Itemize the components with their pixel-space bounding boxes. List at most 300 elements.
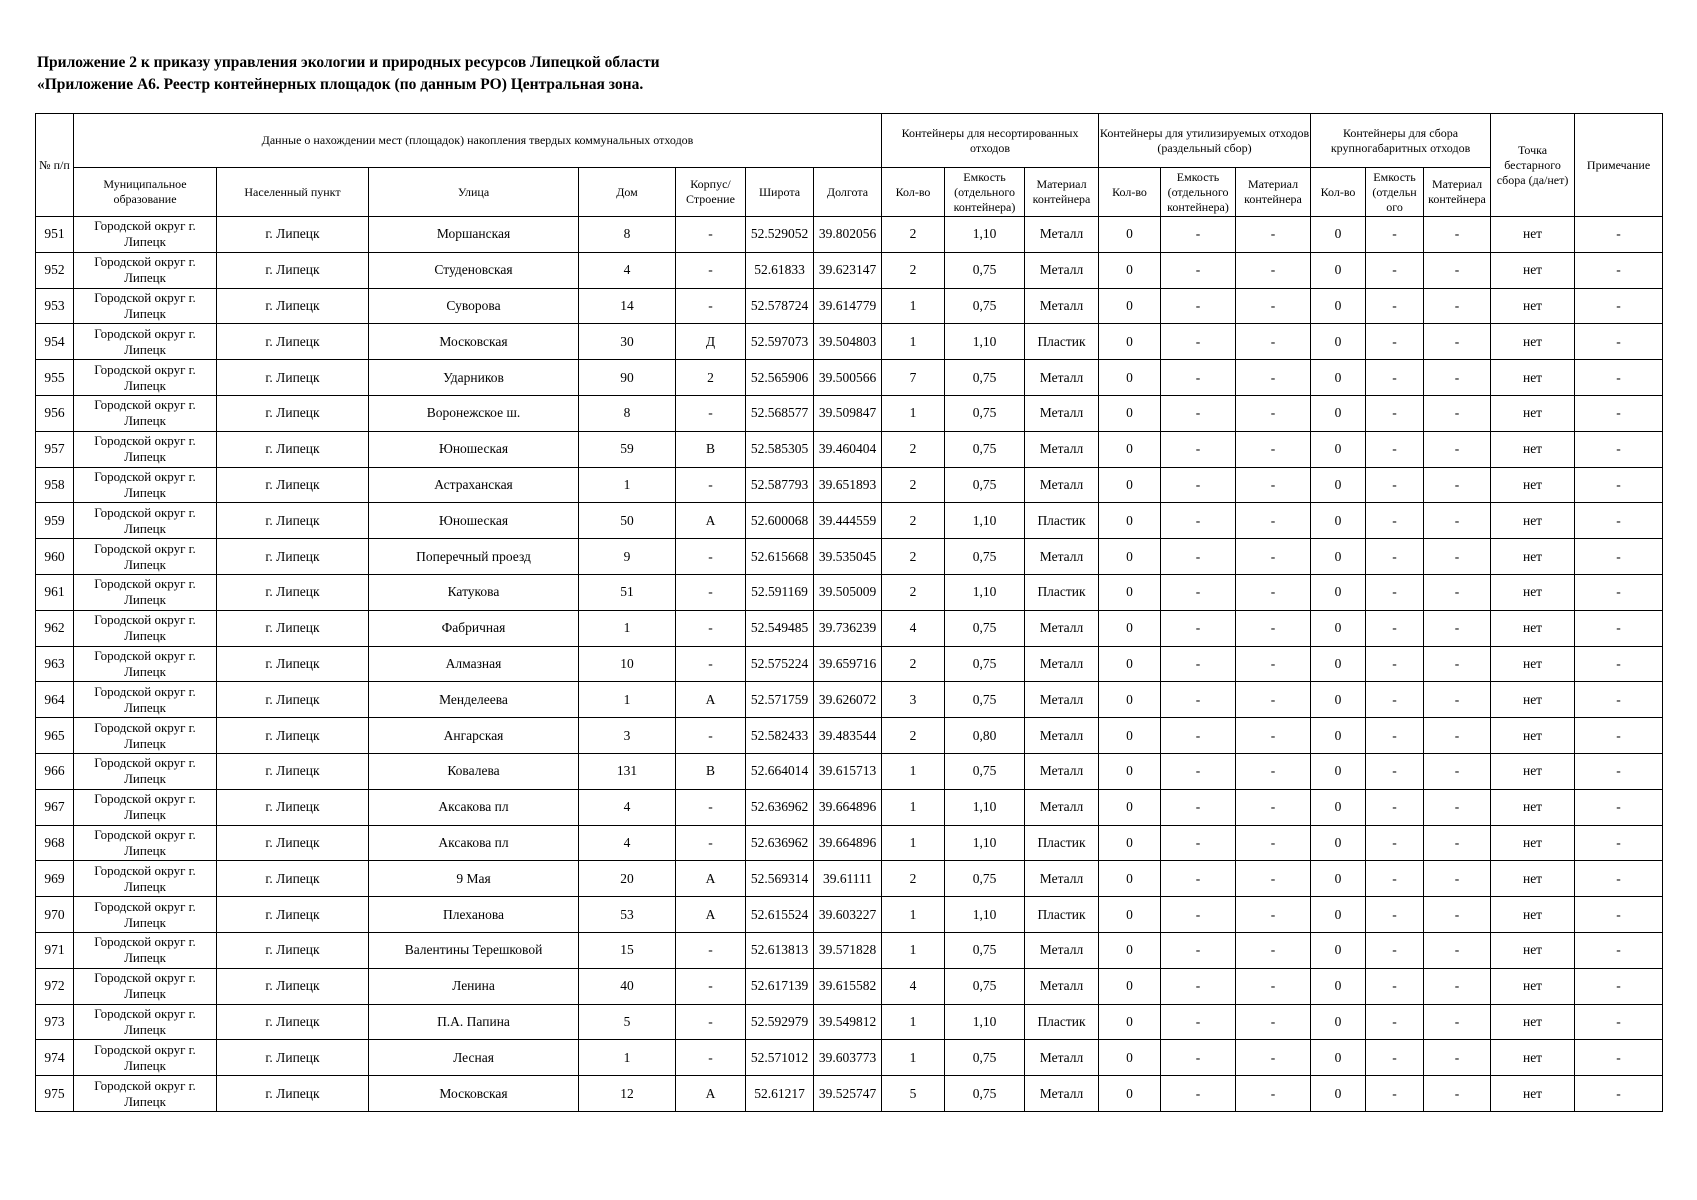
cell-settlement: г. Липецк [217, 718, 369, 754]
cell-bulky-count: 0 [1311, 789, 1366, 825]
cell-unsorted-count: 7 [882, 360, 945, 396]
cell-recyclable-capacity: - [1161, 288, 1236, 324]
cell-latitude: 52.617139 [746, 968, 814, 1004]
cell-latitude: 52.549485 [746, 610, 814, 646]
cell-unsorted-material: Металл [1025, 1040, 1099, 1076]
cell-row-num: 962 [36, 610, 74, 646]
cell-latitude: 52.571012 [746, 1040, 814, 1076]
cell-unsorted-capacity: 0,75 [945, 1076, 1025, 1112]
cell-recyclable-material: - [1236, 861, 1311, 897]
cell-house: 3 [579, 718, 676, 754]
cell-building: - [676, 932, 746, 968]
cell-note: - [1575, 252, 1663, 288]
cell-unsorted-material: Металл [1025, 646, 1099, 682]
cell-bulky-material: - [1424, 682, 1491, 718]
cell-unsorted-material: Металл [1025, 539, 1099, 575]
cell-note: - [1575, 897, 1663, 933]
cell-unsorted-material: Металл [1025, 431, 1099, 467]
cell-recyclable-count: 0 [1099, 968, 1161, 1004]
cell-recyclable-count: 0 [1099, 897, 1161, 933]
header-settlement: Населенный пункт [217, 168, 369, 217]
cell-unsorted-material: Металл [1025, 288, 1099, 324]
cell-unsorted-capacity: 1,10 [945, 825, 1025, 861]
header-latitude: Широта [746, 168, 814, 217]
cell-latitude: 52.597073 [746, 324, 814, 360]
cell-unsorted-capacity: 0,75 [945, 467, 1025, 503]
cell-note: - [1575, 1076, 1663, 1112]
cell-unsorted-material: Пластик [1025, 1004, 1099, 1040]
cell-recyclable-material: - [1236, 395, 1311, 431]
cell-unsorted-count: 2 [882, 646, 945, 682]
cell-recyclable-capacity: - [1161, 753, 1236, 789]
cell-unsorted-count: 1 [882, 932, 945, 968]
cell-bulk-point: нет [1491, 1004, 1575, 1040]
cell-latitude: 52.587793 [746, 467, 814, 503]
cell-recyclable-material: - [1236, 539, 1311, 575]
cell-bulky-material: - [1424, 252, 1491, 288]
cell-bulky-material: - [1424, 1004, 1491, 1040]
cell-recyclable-count: 0 [1099, 718, 1161, 754]
cell-bulk-point: нет [1491, 682, 1575, 718]
table-row [36, 968, 1663, 1004]
cell-longitude: 39.505009 [814, 574, 882, 610]
header-recyclable-capacity: Емкость (отдельного контейнера) [1161, 168, 1236, 217]
cell-latitude: 52.585305 [746, 431, 814, 467]
cell-house: 90 [579, 360, 676, 396]
cell-bulky-material: - [1424, 1040, 1491, 1076]
cell-row-num: 967 [36, 789, 74, 825]
cell-building: А [676, 682, 746, 718]
cell-municipality: Городской округ г. Липецк [74, 682, 217, 718]
cell-longitude: 39.664896 [814, 789, 882, 825]
cell-recyclable-material: - [1236, 897, 1311, 933]
cell-longitude: 39.525747 [814, 1076, 882, 1112]
cell-row-num: 966 [36, 753, 74, 789]
cell-street: Юношеская [369, 431, 579, 467]
cell-house: 9 [579, 539, 676, 575]
cell-unsorted-count: 1 [882, 324, 945, 360]
cell-bulky-material: - [1424, 539, 1491, 575]
cell-street: Суворова [369, 288, 579, 324]
cell-street: 9 Мая [369, 861, 579, 897]
cell-building: - [676, 789, 746, 825]
cell-building: А [676, 861, 746, 897]
cell-street: Ударников [369, 360, 579, 396]
cell-bulky-count: 0 [1311, 360, 1366, 396]
table-row [36, 789, 1663, 825]
cell-row-num: 959 [36, 503, 74, 539]
cell-unsorted-material: Пластик [1025, 574, 1099, 610]
table-row [36, 539, 1663, 575]
cell-latitude: 52.615668 [746, 539, 814, 575]
cell-settlement: г. Липецк [217, 753, 369, 789]
cell-house: 20 [579, 861, 676, 897]
cell-bulky-count: 0 [1311, 217, 1366, 253]
cell-house: 8 [579, 395, 676, 431]
cell-row-num: 964 [36, 682, 74, 718]
cell-house: 14 [579, 288, 676, 324]
cell-row-num: 971 [36, 932, 74, 968]
cell-municipality: Городской округ г. Липецк [74, 252, 217, 288]
header-location-group: Данные о нахождении мест (площадок) накопления твердых коммунальных отходов [74, 114, 882, 168]
cell-row-num: 969 [36, 861, 74, 897]
header-building: Корпус/ Строение [676, 168, 746, 217]
header-bulky-capacity: Емкость (отдельн ого [1366, 168, 1424, 217]
cell-bulky-material: - [1424, 395, 1491, 431]
cell-row-num: 953 [36, 288, 74, 324]
cell-bulky-material: - [1424, 574, 1491, 610]
cell-bulk-point: нет [1491, 1040, 1575, 1076]
cell-longitude: 39.615582 [814, 968, 882, 1004]
cell-unsorted-material: Металл [1025, 861, 1099, 897]
cell-note: - [1575, 825, 1663, 861]
cell-building: - [676, 718, 746, 754]
table-row [36, 825, 1663, 861]
cell-bulky-capacity: - [1366, 217, 1424, 253]
cell-recyclable-count: 0 [1099, 753, 1161, 789]
cell-recyclable-capacity: - [1161, 395, 1236, 431]
cell-municipality: Городской округ г. Липецк [74, 789, 217, 825]
cell-recyclable-material: - [1236, 1076, 1311, 1112]
table-row [36, 610, 1663, 646]
cell-bulky-capacity: - [1366, 682, 1424, 718]
cell-bulky-capacity: - [1366, 789, 1424, 825]
cell-bulky-material: - [1424, 753, 1491, 789]
cell-municipality: Городской округ г. Липецк [74, 395, 217, 431]
cell-unsorted-capacity: 0,80 [945, 718, 1025, 754]
cell-longitude: 39.444559 [814, 503, 882, 539]
cell-recyclable-count: 0 [1099, 395, 1161, 431]
cell-street: Аксакова пл [369, 789, 579, 825]
cell-unsorted-capacity: 0,75 [945, 539, 1025, 575]
cell-recyclable-count: 0 [1099, 1076, 1161, 1112]
cell-unsorted-count: 4 [882, 968, 945, 1004]
cell-recyclable-material: - [1236, 753, 1311, 789]
cell-recyclable-count: 0 [1099, 431, 1161, 467]
cell-unsorted-count: 1 [882, 825, 945, 861]
cell-unsorted-material: Металл [1025, 682, 1099, 718]
cell-unsorted-material: Металл [1025, 610, 1099, 646]
cell-recyclable-capacity: - [1161, 431, 1236, 467]
cell-longitude: 39.802056 [814, 217, 882, 253]
cell-building: - [676, 395, 746, 431]
cell-row-num: 965 [36, 718, 74, 754]
table-row [36, 646, 1663, 682]
cell-recyclable-capacity: - [1161, 1004, 1236, 1040]
cell-street: Катукова [369, 574, 579, 610]
cell-longitude: 39.483544 [814, 718, 882, 754]
cell-recyclable-count: 0 [1099, 682, 1161, 718]
cell-bulk-point: нет [1491, 897, 1575, 933]
cell-recyclable-material: - [1236, 1004, 1311, 1040]
cell-unsorted-material: Пластик [1025, 503, 1099, 539]
cell-building: - [676, 1040, 746, 1076]
cell-municipality: Городской округ г. Липецк [74, 360, 217, 396]
cell-settlement: г. Липецк [217, 395, 369, 431]
cell-unsorted-material: Металл [1025, 252, 1099, 288]
cell-latitude: 52.571759 [746, 682, 814, 718]
cell-latitude: 52.600068 [746, 503, 814, 539]
cell-house: 30 [579, 324, 676, 360]
cell-recyclable-count: 0 [1099, 360, 1161, 396]
cell-house: 4 [579, 825, 676, 861]
cell-recyclable-capacity: - [1161, 360, 1236, 396]
cell-bulky-count: 0 [1311, 288, 1366, 324]
cell-bulky-material: - [1424, 324, 1491, 360]
cell-recyclable-material: - [1236, 646, 1311, 682]
cell-municipality: Городской округ г. Липецк [74, 718, 217, 754]
header-house: Дом [579, 168, 676, 217]
cell-street: Ленина [369, 968, 579, 1004]
cell-building: А [676, 503, 746, 539]
cell-unsorted-count: 1 [882, 395, 945, 431]
cell-bulk-point: нет [1491, 252, 1575, 288]
cell-house: 131 [579, 753, 676, 789]
cell-longitude: 39.549812 [814, 1004, 882, 1040]
header-unsorted-group: Контейнеры для несортированных отходов [882, 114, 1099, 168]
table-row [36, 503, 1663, 539]
cell-unsorted-capacity: 0,75 [945, 360, 1025, 396]
cell-bulky-count: 0 [1311, 395, 1366, 431]
cell-unsorted-count: 2 [882, 503, 945, 539]
cell-building: В [676, 753, 746, 789]
cell-settlement: г. Липецк [217, 360, 369, 396]
cell-longitude: 39.614779 [814, 288, 882, 324]
cell-bulky-material: - [1424, 503, 1491, 539]
cell-bulky-material: - [1424, 217, 1491, 253]
cell-bulk-point: нет [1491, 288, 1575, 324]
cell-unsorted-capacity: 0,75 [945, 968, 1025, 1004]
cell-row-num: 961 [36, 574, 74, 610]
cell-latitude: 52.636962 [746, 825, 814, 861]
cell-bulky-count: 0 [1311, 467, 1366, 503]
cell-bulky-count: 0 [1311, 539, 1366, 575]
cell-unsorted-count: 2 [882, 539, 945, 575]
cell-municipality: Городской округ г. Липецк [74, 825, 217, 861]
cell-bulky-count: 0 [1311, 252, 1366, 288]
cell-unsorted-count: 1 [882, 288, 945, 324]
cell-bulk-point: нет [1491, 395, 1575, 431]
cell-unsorted-material: Металл [1025, 932, 1099, 968]
header-unsorted-material: Материал контейнера [1025, 168, 1099, 217]
cell-bulky-count: 0 [1311, 718, 1366, 754]
cell-building: - [676, 646, 746, 682]
cell-municipality: Городской округ г. Липецк [74, 431, 217, 467]
cell-building: А [676, 1076, 746, 1112]
cell-unsorted-capacity: 0,75 [945, 1040, 1025, 1076]
cell-unsorted-material: Металл [1025, 753, 1099, 789]
cell-street: Алмазная [369, 646, 579, 682]
cell-bulky-count: 0 [1311, 610, 1366, 646]
cell-note: - [1575, 718, 1663, 754]
cell-settlement: г. Липецк [217, 897, 369, 933]
cell-house: 1 [579, 1040, 676, 1076]
cell-row-num: 955 [36, 360, 74, 396]
table-row [36, 360, 1663, 396]
cell-longitude: 39.736239 [814, 610, 882, 646]
cell-bulky-count: 0 [1311, 932, 1366, 968]
cell-settlement: г. Липецк [217, 682, 369, 718]
cell-recyclable-count: 0 [1099, 324, 1161, 360]
cell-recyclable-capacity: - [1161, 1076, 1236, 1112]
cell-unsorted-count: 1 [882, 789, 945, 825]
cell-note: - [1575, 646, 1663, 682]
cell-building: - [676, 968, 746, 1004]
header-unsorted-capacity: Емкость (отдельного контейнера) [945, 168, 1025, 217]
cell-unsorted-capacity: 1,10 [945, 789, 1025, 825]
cell-bulk-point: нет [1491, 539, 1575, 575]
cell-municipality: Городской округ г. Липецк [74, 861, 217, 897]
cell-bulky-material: - [1424, 646, 1491, 682]
cell-bulky-material: - [1424, 861, 1491, 897]
cell-bulky-material: - [1424, 968, 1491, 1004]
cell-note: - [1575, 1004, 1663, 1040]
cell-settlement: г. Липецк [217, 861, 369, 897]
document-title [37, 52, 660, 96]
cell-street: П.А. Папина [369, 1004, 579, 1040]
cell-longitude: 39.664896 [814, 825, 882, 861]
cell-recyclable-material: - [1236, 252, 1311, 288]
cell-bulk-point: нет [1491, 574, 1575, 610]
cell-house: 4 [579, 252, 676, 288]
cell-unsorted-material: Металл [1025, 395, 1099, 431]
cell-settlement: г. Липецк [217, 646, 369, 682]
cell-recyclable-material: - [1236, 825, 1311, 861]
cell-bulky-capacity: - [1366, 288, 1424, 324]
cell-recyclable-count: 0 [1099, 539, 1161, 575]
cell-unsorted-count: 1 [882, 897, 945, 933]
cell-recyclable-capacity: - [1161, 825, 1236, 861]
table-row [36, 682, 1663, 718]
cell-bulky-material: - [1424, 718, 1491, 754]
cell-longitude: 39.500566 [814, 360, 882, 396]
cell-street: Воронежское ш. [369, 395, 579, 431]
cell-street: Студеновская [369, 252, 579, 288]
header-bulky-count: Кол-во [1311, 168, 1366, 217]
cell-building: - [676, 467, 746, 503]
cell-house: 8 [579, 217, 676, 253]
header-note: Примечание [1575, 114, 1663, 217]
cell-municipality: Городской округ г. Липецк [74, 646, 217, 682]
cell-row-num: 970 [36, 897, 74, 933]
cell-latitude: 52.582433 [746, 718, 814, 754]
cell-bulky-count: 0 [1311, 897, 1366, 933]
cell-unsorted-capacity: 1,10 [945, 1004, 1025, 1040]
cell-recyclable-count: 0 [1099, 861, 1161, 897]
table-row [36, 431, 1663, 467]
cell-house: 1 [579, 610, 676, 646]
cell-recyclable-material: - [1236, 288, 1311, 324]
cell-unsorted-capacity: 0,75 [945, 395, 1025, 431]
cell-bulk-point: нет [1491, 932, 1575, 968]
cell-note: - [1575, 360, 1663, 396]
cell-settlement: г. Липецк [217, 1004, 369, 1040]
cell-longitude: 39.651893 [814, 467, 882, 503]
cell-house: 1 [579, 467, 676, 503]
cell-bulky-material: - [1424, 431, 1491, 467]
cell-municipality: Городской округ г. Липецк [74, 1004, 217, 1040]
cell-row-num: 968 [36, 825, 74, 861]
cell-recyclable-capacity: - [1161, 682, 1236, 718]
cell-house: 51 [579, 574, 676, 610]
cell-recyclable-material: - [1236, 718, 1311, 754]
cell-recyclable-material: - [1236, 610, 1311, 646]
cell-settlement: г. Липецк [217, 217, 369, 253]
cell-street: Ангарская [369, 718, 579, 754]
cell-recyclable-count: 0 [1099, 252, 1161, 288]
cell-unsorted-count: 2 [882, 217, 945, 253]
cell-unsorted-capacity: 1,10 [945, 503, 1025, 539]
cell-note: - [1575, 753, 1663, 789]
cell-street: Московская [369, 1076, 579, 1112]
cell-bulky-capacity: - [1366, 968, 1424, 1004]
cell-unsorted-capacity: 0,75 [945, 682, 1025, 718]
cell-bulk-point: нет [1491, 610, 1575, 646]
cell-bulky-material: - [1424, 360, 1491, 396]
cell-recyclable-count: 0 [1099, 288, 1161, 324]
cell-note: - [1575, 217, 1663, 253]
cell-street: Юношеская [369, 503, 579, 539]
cell-unsorted-capacity: 0,75 [945, 288, 1025, 324]
cell-bulky-material: - [1424, 789, 1491, 825]
cell-latitude: 52.592979 [746, 1004, 814, 1040]
cell-recyclable-material: - [1236, 324, 1311, 360]
cell-recyclable-material: - [1236, 574, 1311, 610]
cell-house: 59 [579, 431, 676, 467]
cell-bulky-capacity: - [1366, 252, 1424, 288]
cell-bulky-material: - [1424, 825, 1491, 861]
table-row [36, 252, 1663, 288]
cell-unsorted-count: 2 [882, 861, 945, 897]
cell-recyclable-material: - [1236, 1040, 1311, 1076]
table-row [36, 395, 1663, 431]
cell-municipality: Городской округ г. Липецк [74, 503, 217, 539]
table-row [36, 217, 1663, 253]
cell-unsorted-count: 1 [882, 1004, 945, 1040]
cell-street: Поперечный проезд [369, 539, 579, 575]
cell-longitude: 39.603227 [814, 897, 882, 933]
cell-unsorted-material: Металл [1025, 467, 1099, 503]
cell-bulk-point: нет [1491, 503, 1575, 539]
cell-bulky-capacity: - [1366, 360, 1424, 396]
cell-recyclable-capacity: - [1161, 503, 1236, 539]
cell-latitude: 52.664014 [746, 753, 814, 789]
cell-note: - [1575, 324, 1663, 360]
cell-longitude: 39.61111 [814, 861, 882, 897]
table-row [36, 861, 1663, 897]
cell-bulk-point: нет [1491, 861, 1575, 897]
cell-recyclable-count: 0 [1099, 467, 1161, 503]
cell-note: - [1575, 861, 1663, 897]
cell-latitude: 52.61217 [746, 1076, 814, 1112]
cell-bulky-capacity: - [1366, 932, 1424, 968]
cell-row-num: 954 [36, 324, 74, 360]
cell-bulky-capacity: - [1366, 646, 1424, 682]
table-row [36, 932, 1663, 968]
cell-bulky-material: - [1424, 288, 1491, 324]
table-row [36, 1040, 1663, 1076]
cell-note: - [1575, 503, 1663, 539]
cell-latitude: 52.569314 [746, 861, 814, 897]
cell-recyclable-capacity: - [1161, 646, 1236, 682]
cell-note: - [1575, 1040, 1663, 1076]
cell-unsorted-count: 2 [882, 467, 945, 503]
table-row [36, 718, 1663, 754]
cell-note: - [1575, 574, 1663, 610]
cell-recyclable-capacity: - [1161, 932, 1236, 968]
cell-bulk-point: нет [1491, 968, 1575, 1004]
cell-building: - [676, 252, 746, 288]
